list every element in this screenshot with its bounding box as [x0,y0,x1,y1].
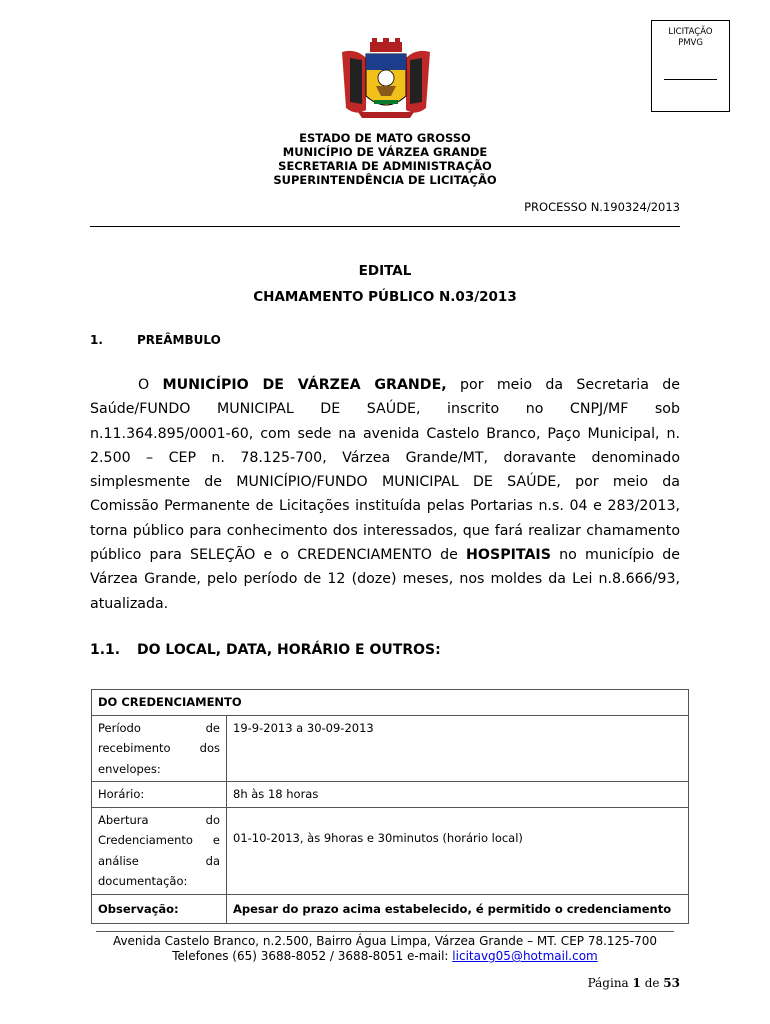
header-secretariat: SECRETARIA DE ADMINISTRAÇÃO [278,159,492,173]
section-preamble-heading [90,333,221,347]
table-label-cell: Abertura do Credenciamento e análise da documentação: [92,807,227,894]
table-value-cell: 01-10-2013, às 9horas e 30minutos (horário local) [227,807,689,894]
preamble-line: n.11.364.895/0001-60, com sede na avenida Castelo Branco, Paço Municipal, n. [90,425,680,442]
table-value-cell: 8h às 18 horas [227,782,689,808]
table-row [92,782,689,808]
section-local-data-heading [90,642,441,658]
table-row [92,894,689,924]
document-subtitle: CHAMAMENTO PÚBLICO N.03/2013 [253,289,517,305]
table-row [92,715,689,782]
preamble-line: atualizada. [90,595,169,612]
header-municipality: MUNICÍPIO DE VÁRZEA GRANDE [282,145,488,159]
table-label-cell: Horário: [92,782,227,808]
table-header-cell: DO CREDENCIAMENTO [92,690,689,716]
process-number: PROCESSO N.190324/2013 [524,200,680,214]
section-number: 1. [90,333,103,347]
footer-email-link[interactable]: licitavg05@hotmail.com [452,949,598,963]
preamble-line: Comissão Permanente de Licitações instituída pelas Portarias n.s. 04 e 283/2013, [90,498,680,515]
preamble-line: O MUNICÍPIO DE VÁRZEA GRANDE, por meio da Secretaria de [138,377,680,393]
preamble-line: 2.500 – CEP n. 78.125-700, Várzea Grande/MT, doravante denominado [90,449,680,466]
preamble-line: simplesmente de MUNICÍPIO/FUNDO MUNICIPAL DE SAÚDE, por meio da [90,474,680,491]
footer-address: Avenida Castelo Branco, n.2.500, Bairro Água Limpa, Várzea Grande – MT. CEP 78.125-700 [112,934,658,948]
stamp-line2: PMVG [678,38,703,48]
section-label: DO LOCAL, DATA, HORÁRIO E OUTROS: [137,642,441,658]
section-label: PREÂMBULO [137,333,221,347]
table-row [92,807,689,894]
footer-divider [96,931,674,932]
header-divider [90,226,680,227]
header-superintendence: SUPERINTENDÊNCIA DE LICITAÇÃO [273,173,497,187]
table-row [92,690,689,716]
licitacao-stamp-box [651,20,730,112]
preamble-line: Saúde/FUNDO MUNICIPAL DE SAÚDE, inscrito no CNPJ/MF sob [90,401,680,418]
table-label-cell: Período de recebimento dos envelopes: [92,715,227,782]
preamble-paragraph [90,373,680,616]
stamp-line1: LICITAÇÃO [668,27,713,37]
document-title: EDITAL [358,263,412,279]
preamble-line: Várzea Grande, pelo período de 12 (doze) meses, nos moldes da Lei n.8.666/93, [90,571,680,588]
header-state: ESTADO DE MATO GROSSO [299,131,471,145]
table-value-cell: Apesar do prazo acima estabelecido, é permitido o credenciamento [227,894,689,924]
table-value-cell: 19-9-2013 a 30-09-2013 [227,715,689,782]
preamble-line: torna público para conhecimento dos interessados, que fará realizar chamamento [90,522,680,539]
municipal-coat-of-arms-icon [336,38,436,120]
page-number: Página 1 de 53 [587,976,680,990]
preamble-line: público para SELEÇÃO e o CREDENCIAMENTO de HOSPITAIS no município de [90,547,680,564]
table-label-cell: Observação: [92,894,227,924]
page-footer [90,934,680,964]
footer-contact: Telefones (65) 3688-8052 / 3688-8051 e-mail: licitavg05@hotmail.com [172,949,598,963]
stamp-signature-line [664,79,717,80]
credenciamento-table [91,689,689,924]
section-number: 1.1. [90,642,121,658]
institution-header [90,131,680,187]
